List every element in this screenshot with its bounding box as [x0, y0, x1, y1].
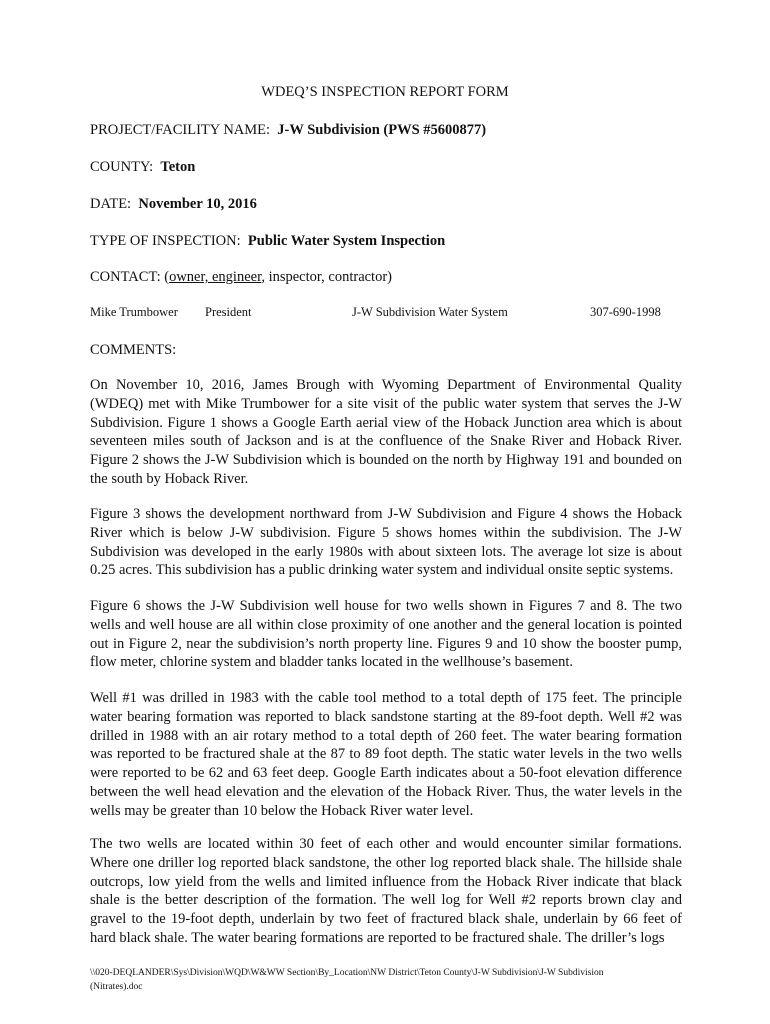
comments-heading: COMMENTS:: [90, 342, 177, 358]
report-title: WDEQ’S INSPECTION REPORT FORM: [261, 84, 509, 100]
contact-phone: 307-690-1998: [590, 305, 661, 319]
inspection-type-field: [90, 233, 445, 250]
date-label: DATE:: [90, 196, 132, 212]
project-value: J-W Subdivision (PWS #5600877): [277, 122, 487, 138]
date-value: November 10, 2016: [138, 196, 257, 212]
comment-paragraph: The two wells are located within 30 feet of each other and would encounter similar formations. Where one driller log reported black sandstone, the other log reported black shale. The hillside shale outcrops, low yield from the wells and limited influence from the Hoback River indicate that black shale is the better description of the formation. The well log for Well #2 reports brown clay and gravel to the 19-foot depth, underlain by two feet of fractured black shale, underlain by 66 feet of hard black shale. The water bearing formations are reported to be fractured shale. The driller’s logs: [90, 836, 682, 946]
contact-title: President: [205, 305, 252, 319]
county-label: COUNTY:: [90, 159, 154, 175]
contact-field: [90, 269, 392, 286]
county-field: [90, 159, 195, 176]
project-field: [90, 122, 486, 139]
comment-paragraph: Well #1 was drilled in 1983 with the cable tool method to a total depth of 175 feet. The principle water bearing formation was reported to black sandstone starting at the 89-foot depth. Well #2 was drilled in 1988 with an air rotary method to a total depth of 260 feet. The water bearing formation was reported to be fractured shale at the 87 to 89 foot depth. The static water levels in the two wells were reported to be 62 and 63 feet deep. Google Earth indicates about a 50-foot elevation difference between the well head elevation and the elevation of the Hoback River. Thus, the water levels in the wells may be greater than 10 below the Hoback River water level.: [90, 690, 682, 819]
inspection-type-label: TYPE OF INSPECTION:: [90, 233, 241, 249]
project-label: PROJECT/FACILITY NAME:: [90, 122, 271, 138]
county-value: Teton: [160, 159, 196, 175]
contact-label: CONTACT: (: [90, 269, 170, 285]
file-path-footer: \\020-DEQLANDER\Sys\Division\WQD\W&WW Section\By_Location\NW District\Teton County\J-W Subdivision\J-W Subdivision (Nitrates).doc: [90, 968, 604, 992]
date-field: [90, 196, 257, 213]
contact-name: Mike Trumbower: [90, 305, 178, 319]
inspection-type-value: Public Water System Inspection: [247, 233, 446, 249]
contact-row: [90, 305, 690, 321]
comment-paragraph: Figure 6 shows the J-W Subdivision well house for two wells shown in Figures 7 and 8. The two wells and well house are all within close proximity of one another and the general location is pointed out in Figure 2, near the subdivision’s north property line. Figures 9 and 10 show the booster pump, flow meter, chlorine system and bladder tanks located in the wellhouse’s basement.: [90, 598, 682, 671]
contact-other-roles: , inspector, contractor): [261, 269, 392, 285]
comment-paragraph: On November 10, 2016, James Brough with Wyoming Department of Environmental Quality (WDEQ) met with Mike Trumbower for a site visit of the public water system that serves the J-W Subdivision. Figure 1 shows a Google Earth aerial view of the Hoback Junction area which is about seventeen miles south of Jackson and is at the confluence of the Snake River and Hoback River. Figure 2 shows the J-W Subdivision which is bounded on the north by Highway 191 and bounded on the south by Hoback River.: [90, 377, 682, 487]
contact-system: J-W Subdivision Water System: [352, 305, 508, 319]
contact-selected-roles: owner, engineer: [169, 269, 262, 285]
comment-paragraph: Figure 3 shows the development northward from J-W Subdivision and Figure 4 shows the Hoback River which is below J-W subdivision. Figure 5 shows homes within the subdivision. The J-W Subdivision was developed in the early 1980s with about sixteen lots. The average lot size is about 0.25 acres. This subdivision has a public drinking water system and individual onsite septic systems.: [90, 506, 682, 579]
